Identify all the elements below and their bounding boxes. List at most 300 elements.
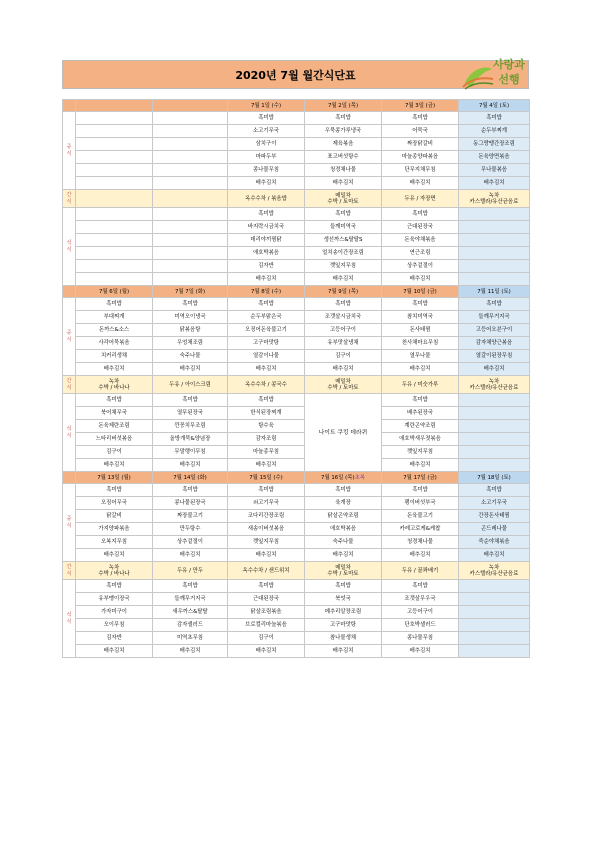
menu-item [459, 247, 530, 260]
menu-item: 새우까스&탈탈 [153, 606, 228, 619]
menu-item: 닭살곤약조림 [305, 510, 382, 523]
menu-item: 돈육양면볶음 [459, 151, 530, 164]
menu-item: 코다리간장조림 [228, 510, 305, 523]
menu-item [153, 208, 228, 221]
menu-item: 상추겉절이 [153, 536, 228, 549]
logo-line2: 선행 [498, 73, 520, 86]
menu-item: 배추김치 [382, 645, 459, 658]
menu-item: 근대된장국 [228, 593, 305, 606]
menu-item: 치커리생채 [76, 350, 153, 363]
menu-item [153, 260, 228, 273]
menu-item [459, 394, 530, 407]
lunch-row [63, 497, 530, 510]
date-header [153, 100, 228, 112]
menu-item [459, 433, 530, 446]
menu-item [76, 112, 153, 125]
menu-item: 애호박볶음 [228, 247, 305, 260]
menu-item: 배추김치 [382, 363, 459, 376]
menu-item: 돈사태찜 [382, 324, 459, 337]
menu-item [459, 580, 530, 593]
menu-item: 미역초무침 [153, 632, 228, 645]
menu-item: 열감이나물 [228, 350, 305, 363]
menu-item [153, 234, 228, 247]
menu-item: 고등어구이 [305, 324, 382, 337]
menu-item: 배추김치 [76, 645, 153, 658]
menu-item: 흑미밥 [228, 208, 305, 221]
snack-item: 옥수수차 / 콩국수 [228, 376, 305, 394]
menu-item: 배추김치 [459, 363, 530, 376]
snack-item: 두유 / 꿀꽈배기 [382, 562, 459, 580]
menu-item: 흑미밥 [459, 484, 530, 497]
date-header: 7월 16일 (목)초복 [305, 472, 382, 484]
menu-item: 돈육야채볶음 [382, 234, 459, 247]
menu-item: 배추김치 [153, 363, 228, 376]
snack-item: 메밀차 수박 / 토마토 [305, 376, 382, 394]
date-header: 7월 17일 (금) [382, 472, 459, 484]
menu-item: 깐꽁치무조림 [153, 420, 228, 433]
menu-item: 탕수육 [228, 420, 305, 433]
menu-item: 오복지무침 [76, 536, 153, 549]
lunch-row [63, 311, 530, 324]
menu-item: 미역오이냉국 [153, 311, 228, 324]
menu-item: 김자반 [228, 260, 305, 273]
date-header: 7월 1일 (수) [228, 100, 305, 112]
menu-item: 흑미밥 [382, 298, 459, 311]
snack-item: 두유 / 만두 [153, 562, 228, 580]
menu-item: 북엇국 [305, 593, 382, 606]
menu-item: 배추김치 [305, 363, 382, 376]
dinner-merged-item: 나이트 쿠킹 데라퀴 [305, 394, 382, 472]
menu-item [153, 151, 228, 164]
menu-item: 청경채나물 [305, 164, 382, 177]
menu-item: 쇠고기무국 [228, 497, 305, 510]
menu-item [76, 208, 153, 221]
menu-item [76, 125, 153, 138]
menu-item: 배추김치 [228, 549, 305, 562]
menu-item [153, 221, 228, 234]
menu-item: 배추김치 [153, 549, 228, 562]
menu-item [459, 645, 530, 658]
date-header: 7월 18일 (토) [459, 472, 530, 484]
menu-item: 흑미밥 [382, 580, 459, 593]
menu-item: 배추김치 [228, 363, 305, 376]
menu-item: 열무나물 [382, 350, 459, 363]
leaf-icon [461, 57, 495, 93]
menu-item: 상추겉절이 [382, 260, 459, 273]
menu-item: 배추김치 [228, 459, 305, 472]
menu-item: 천사채마요무침 [382, 337, 459, 350]
menu-item: 닭갈비 [76, 510, 153, 523]
menu-item: 배추김치 [76, 459, 153, 472]
date-header: 7월 9일 (목) [305, 286, 382, 298]
snack-item: 녹차 카스텔라/유산균음료 [459, 190, 530, 208]
menu-item: 흑미밥 [305, 112, 382, 125]
menu-item: 조갯살시금치국 [305, 311, 382, 324]
lunch-row [63, 298, 530, 311]
menu-item [76, 164, 153, 177]
dinner-row [63, 247, 530, 260]
snack-item: 메밀차 수박 / 토마토 [305, 562, 382, 580]
menu-item [153, 112, 228, 125]
date-header: 7월 13일 (월) [76, 472, 153, 484]
date-row [63, 100, 530, 112]
date-corner [63, 100, 76, 112]
menu-item: 유부맛살냉채 [305, 337, 382, 350]
menu-item: 올방개묵&양념장 [153, 433, 228, 446]
menu-item: 흑미밥 [305, 298, 382, 311]
lunch-row [63, 510, 530, 523]
menu-item: 얼치송이간장조림 [305, 247, 382, 260]
snack-row [63, 562, 530, 580]
dinner-label: 석 식 [63, 394, 76, 472]
menu-item [76, 177, 153, 190]
menu-item [76, 151, 153, 164]
date-header: 7월 2일 (목) [305, 100, 382, 112]
lunch-row [63, 112, 530, 125]
snack-item [76, 190, 153, 208]
date-header: 7월 15일 (수) [228, 472, 305, 484]
menu-item: 참치미역국 [382, 311, 459, 324]
menu-item: 애호박새우젓볶음 [382, 433, 459, 446]
menu-item: 고등어구이 [382, 606, 459, 619]
menu-item: 배추김치 [459, 177, 530, 190]
menu-item: 배추김치 [305, 273, 382, 286]
menu-item: 오이무침 [76, 619, 153, 632]
menu-item: 오징어돈육불고기 [228, 324, 305, 337]
menu-item: 돈육불고기 [382, 510, 459, 523]
lunch-row [63, 363, 530, 376]
snack-item: 두유 / 자장면 [382, 190, 459, 208]
lunch-row [63, 523, 530, 536]
lunch-row [63, 536, 530, 549]
menu-item: 감자채양근볶음 [459, 337, 530, 350]
menu-item: 배추김치 [228, 177, 305, 190]
menu-item: 흑미밥 [305, 484, 382, 497]
dinner-row [63, 593, 530, 606]
lunch-row [63, 151, 530, 164]
dinner-row [63, 459, 530, 472]
menu-item: 짜장닭갈비 [382, 138, 459, 151]
dinner-row [63, 619, 530, 632]
menu-item [459, 273, 530, 286]
dinner-row [63, 606, 530, 619]
menu-item [459, 459, 530, 472]
menu-item: 고구마맛탕 [228, 337, 305, 350]
menu-item [76, 138, 153, 151]
menu-item [76, 260, 153, 273]
menu-item [76, 247, 153, 260]
menu-item: 고등어오븐구이 [459, 324, 530, 337]
menu-item: 콩나물무침 [228, 164, 305, 177]
menu-item: 흑미밥 [76, 394, 153, 407]
menu-item: 깻잎지무침 [382, 446, 459, 459]
menu-item: 우묵콩가루냉국 [305, 125, 382, 138]
date-header: 7월 11일 (토) [459, 286, 530, 298]
menu-item: 근대된장국 [382, 221, 459, 234]
menu-item: 흑미밥 [459, 112, 530, 125]
menu-item [459, 260, 530, 273]
snack-label: 간 식 [63, 376, 76, 394]
menu-item: 열무된장국 [153, 407, 228, 420]
logo-line1: 사랑과 [493, 58, 525, 71]
menu-item: 들깨무거지국 [153, 593, 228, 606]
menu-item: 배추김치 [382, 459, 459, 472]
menu-item: 청경채나물 [382, 536, 459, 549]
lunch-label: 중 식 [63, 484, 76, 562]
menu-item [76, 234, 153, 247]
menu-item: 연근조림 [382, 247, 459, 260]
menu-item: 마파두부 [228, 151, 305, 164]
menu-item [153, 177, 228, 190]
menu-item: 배추김치 [459, 549, 530, 562]
menu-item: 조갯살무우국 [382, 593, 459, 606]
menu-item [459, 407, 530, 420]
dinner-row [63, 208, 530, 221]
menu-item: 흑미밥 [459, 298, 530, 311]
dinner-row [63, 234, 530, 247]
lunch-row [63, 177, 530, 190]
menu-item: 마늘종양파볶음 [382, 151, 459, 164]
menu-item: 소고기무국 [459, 497, 530, 510]
date-header: 7월 10일 (금) [382, 286, 459, 298]
menu-item: 돈까스&소스 [76, 324, 153, 337]
lunch-row [63, 164, 530, 177]
menu-item: 배추김치 [305, 645, 382, 658]
menu-item: 흑미밥 [228, 394, 305, 407]
menu-item: 김구이 [305, 350, 382, 363]
menu-item: 깻잎지무침 [305, 260, 382, 273]
menu-item [76, 273, 153, 286]
menu-item [459, 420, 530, 433]
lunch-row [63, 125, 530, 138]
menu-item: 카레고로케&케찹 [382, 523, 459, 536]
menu-item: 숙주나물 [153, 350, 228, 363]
dinner-row [63, 632, 530, 645]
menu-item: 흑미밥 [228, 484, 305, 497]
dinner-row [63, 260, 530, 273]
snack-item: 두유 / 미숫가루 [382, 376, 459, 394]
menu-item: 무나물볶음 [459, 164, 530, 177]
date-header: 7월 6일 (월) [76, 286, 153, 298]
menu-item: 흑미밥 [76, 484, 153, 497]
menu-item [459, 619, 530, 632]
menu-item: 흑미밥 [76, 298, 153, 311]
menu-item: 배추김치 [76, 549, 153, 562]
menu-item: 제육볶음 [305, 138, 382, 151]
menu-item: 배추된장국 [382, 407, 459, 420]
lunch-label: 중 식 [63, 298, 76, 376]
menu-item [153, 273, 228, 286]
menu-item: 흑미밥 [382, 208, 459, 221]
menu-item: 깻잎지무침 [228, 536, 305, 549]
menu-item: 북어채무국 [76, 407, 153, 420]
menu-item: 흑미밥 [382, 112, 459, 125]
menu-item: 참나물생채 [305, 632, 382, 645]
menu-item: 배추김치 [382, 273, 459, 286]
menu-item: 순두부찌개 [459, 125, 530, 138]
menu-item: 새송이버섯볶음 [228, 523, 305, 536]
menu-item: 고구마맛탕 [305, 619, 382, 632]
menu-item: 만두탕수 [153, 523, 228, 536]
menu-item: 콩나물무침 [382, 632, 459, 645]
date-header: 7월 4일 (토) [459, 100, 530, 112]
menu-item: 닭볶음탕 [153, 324, 228, 337]
menu-item [459, 632, 530, 645]
menu-item: 흑미밥 [228, 298, 305, 311]
menu-item: 흑미밥 [305, 208, 382, 221]
menu-item: 단무지채무침 [382, 164, 459, 177]
menu-item: 배추김치 [153, 645, 228, 658]
date-header: 7월 7일 (화) [153, 286, 228, 298]
lunch-row [63, 549, 530, 562]
menu-item: 흑미밥 [153, 298, 228, 311]
menu-item: 데리야끼찜닭 [228, 234, 305, 247]
menu-item: 팽이버섯부국 [382, 497, 459, 510]
menu-item: 곤드레나물 [459, 523, 530, 536]
menu-item: 김구이 [76, 446, 153, 459]
menu-item [153, 164, 228, 177]
snack-item: 녹차 카스텔라/유산균음료 [459, 376, 530, 394]
menu-item: 흑미밥 [153, 580, 228, 593]
menu-item: 브로컬리마늘볶음 [228, 619, 305, 632]
holiday-label: 초복 [354, 474, 365, 481]
snack-item: 두유 / 아이스크림 [153, 376, 228, 394]
dinner-row [63, 645, 530, 658]
menu-item: 육개장 [305, 497, 382, 510]
menu-item: 감자샐러드 [153, 619, 228, 632]
snack-label: 간 식 [63, 190, 76, 208]
menu-item: 배추김치 [228, 645, 305, 658]
menu-item: 흑미밥 [382, 394, 459, 407]
menu-item: 김구이 [228, 632, 305, 645]
menu-item: 간장돈사태찜 [459, 510, 530, 523]
snack-item [153, 190, 228, 208]
menu-item: 숙주나물 [305, 536, 382, 549]
menu-item: 감자조림 [228, 433, 305, 446]
logo-text [493, 57, 525, 87]
menu-item: 느타리버섯볶음 [76, 433, 153, 446]
dinner-row [63, 407, 530, 420]
menu-item [459, 234, 530, 247]
menu-item: 유부맹이장국 [76, 593, 153, 606]
menu-item: 김자반 [76, 632, 153, 645]
menu-item: 표고버섯탕수 [305, 151, 382, 164]
menu-item: 사각어묵볶음 [76, 337, 153, 350]
date-corner [63, 286, 76, 298]
menu-body [63, 100, 530, 658]
snack-item: 메밀차 수박 / 토마토 [305, 190, 382, 208]
menu-item: 한식된장찌개 [228, 407, 305, 420]
menu-item: 흑미밥 [153, 484, 228, 497]
dinner-row [63, 580, 530, 593]
menu-item: 메추리알장조림 [305, 606, 382, 619]
menu-item [459, 446, 530, 459]
snack-item: 녹차 수박 / 바나나 [76, 376, 153, 394]
menu-item: 배추김치 [382, 177, 459, 190]
menu-item [153, 247, 228, 260]
menu-item: 소고기무국 [228, 125, 305, 138]
menu-item: 돈육제란조림 [76, 420, 153, 433]
snack-item: 녹차 카스텔라/유산균음료 [459, 562, 530, 580]
menu-item: 어묵국 [382, 125, 459, 138]
menu-item: 짜장불고기 [153, 510, 228, 523]
menu-item: 들깨무거지국 [459, 311, 530, 324]
menu-item: 가자미구이 [76, 606, 153, 619]
dinner-row [63, 394, 530, 407]
menu-item: 마늘종무침 [228, 446, 305, 459]
dinner-row [63, 420, 530, 433]
snack-item: 녹차 수박 / 바나나 [76, 562, 153, 580]
lunch-row [63, 484, 530, 497]
menu-item: 가지양파볶음 [76, 523, 153, 536]
menu-item: 열갈이된장무침 [459, 350, 530, 363]
menu-item: 배추김치 [228, 273, 305, 286]
lunch-label: 중 식 [63, 112, 76, 190]
menu-item: 흑미밥 [153, 394, 228, 407]
menu-item [459, 593, 530, 606]
menu-item: 배추김치 [305, 177, 382, 190]
menu-item: 순두부맑은국 [228, 311, 305, 324]
menu-item: 단호박샐러드 [382, 619, 459, 632]
lunch-row [63, 138, 530, 151]
date-corner [63, 472, 76, 484]
date-row [63, 472, 530, 484]
menu-item [459, 208, 530, 221]
menu-item: 생선까스&탈탈S [305, 234, 382, 247]
menu-item: 배추김치 [305, 549, 382, 562]
snack-item: 옥수수차 / 볶음밥 [228, 190, 305, 208]
dinner-row [63, 221, 530, 234]
menu-item [459, 221, 530, 234]
lunch-row [63, 350, 530, 363]
menu-item: 흑미밥 [382, 484, 459, 497]
snack-row [63, 376, 530, 394]
snack-item: 옥수수차 / 샌드위치 [228, 562, 305, 580]
lunch-row [63, 324, 530, 337]
menu-item [153, 125, 228, 138]
menu-item: 배추김치 [382, 549, 459, 562]
page-title: 2020년 7월 월간식단표 [62, 60, 529, 89]
menu-item: 흑미밥 [228, 112, 305, 125]
dinner-row [63, 273, 530, 286]
menu-table [62, 99, 530, 658]
date-header [76, 100, 153, 112]
menu-item: 무말랭이무침 [153, 446, 228, 459]
menu-item: 부대찌개 [76, 311, 153, 324]
snack-row [63, 190, 530, 208]
snack-label: 간 식 [63, 562, 76, 580]
date-header: 7월 14일 (화) [153, 472, 228, 484]
menu-item: 삼치구이 [228, 138, 305, 151]
menu-item: 애호박볶음 [305, 523, 382, 536]
menu-item [459, 606, 530, 619]
date-header: 7월 3일 (금) [382, 100, 459, 112]
menu-item [76, 221, 153, 234]
menu-item: 동그랑땡간장조림 [459, 138, 530, 151]
menu-item: 배추김치 [76, 363, 153, 376]
menu-item: 배추김치 [153, 459, 228, 472]
menu-item: 흑미밥 [228, 580, 305, 593]
menu-item: 콩나물된장국 [153, 497, 228, 510]
dinner-row [63, 433, 530, 446]
logo [461, 57, 531, 93]
menu-item: 계란곤약조림 [382, 420, 459, 433]
menu-item: 흑미밥 [305, 580, 382, 593]
menu-item: 들깨미역국 [305, 221, 382, 234]
menu-item: 바지락시금치국 [228, 221, 305, 234]
menu-item: 우엉채조림 [153, 337, 228, 350]
menu-item [153, 138, 228, 151]
